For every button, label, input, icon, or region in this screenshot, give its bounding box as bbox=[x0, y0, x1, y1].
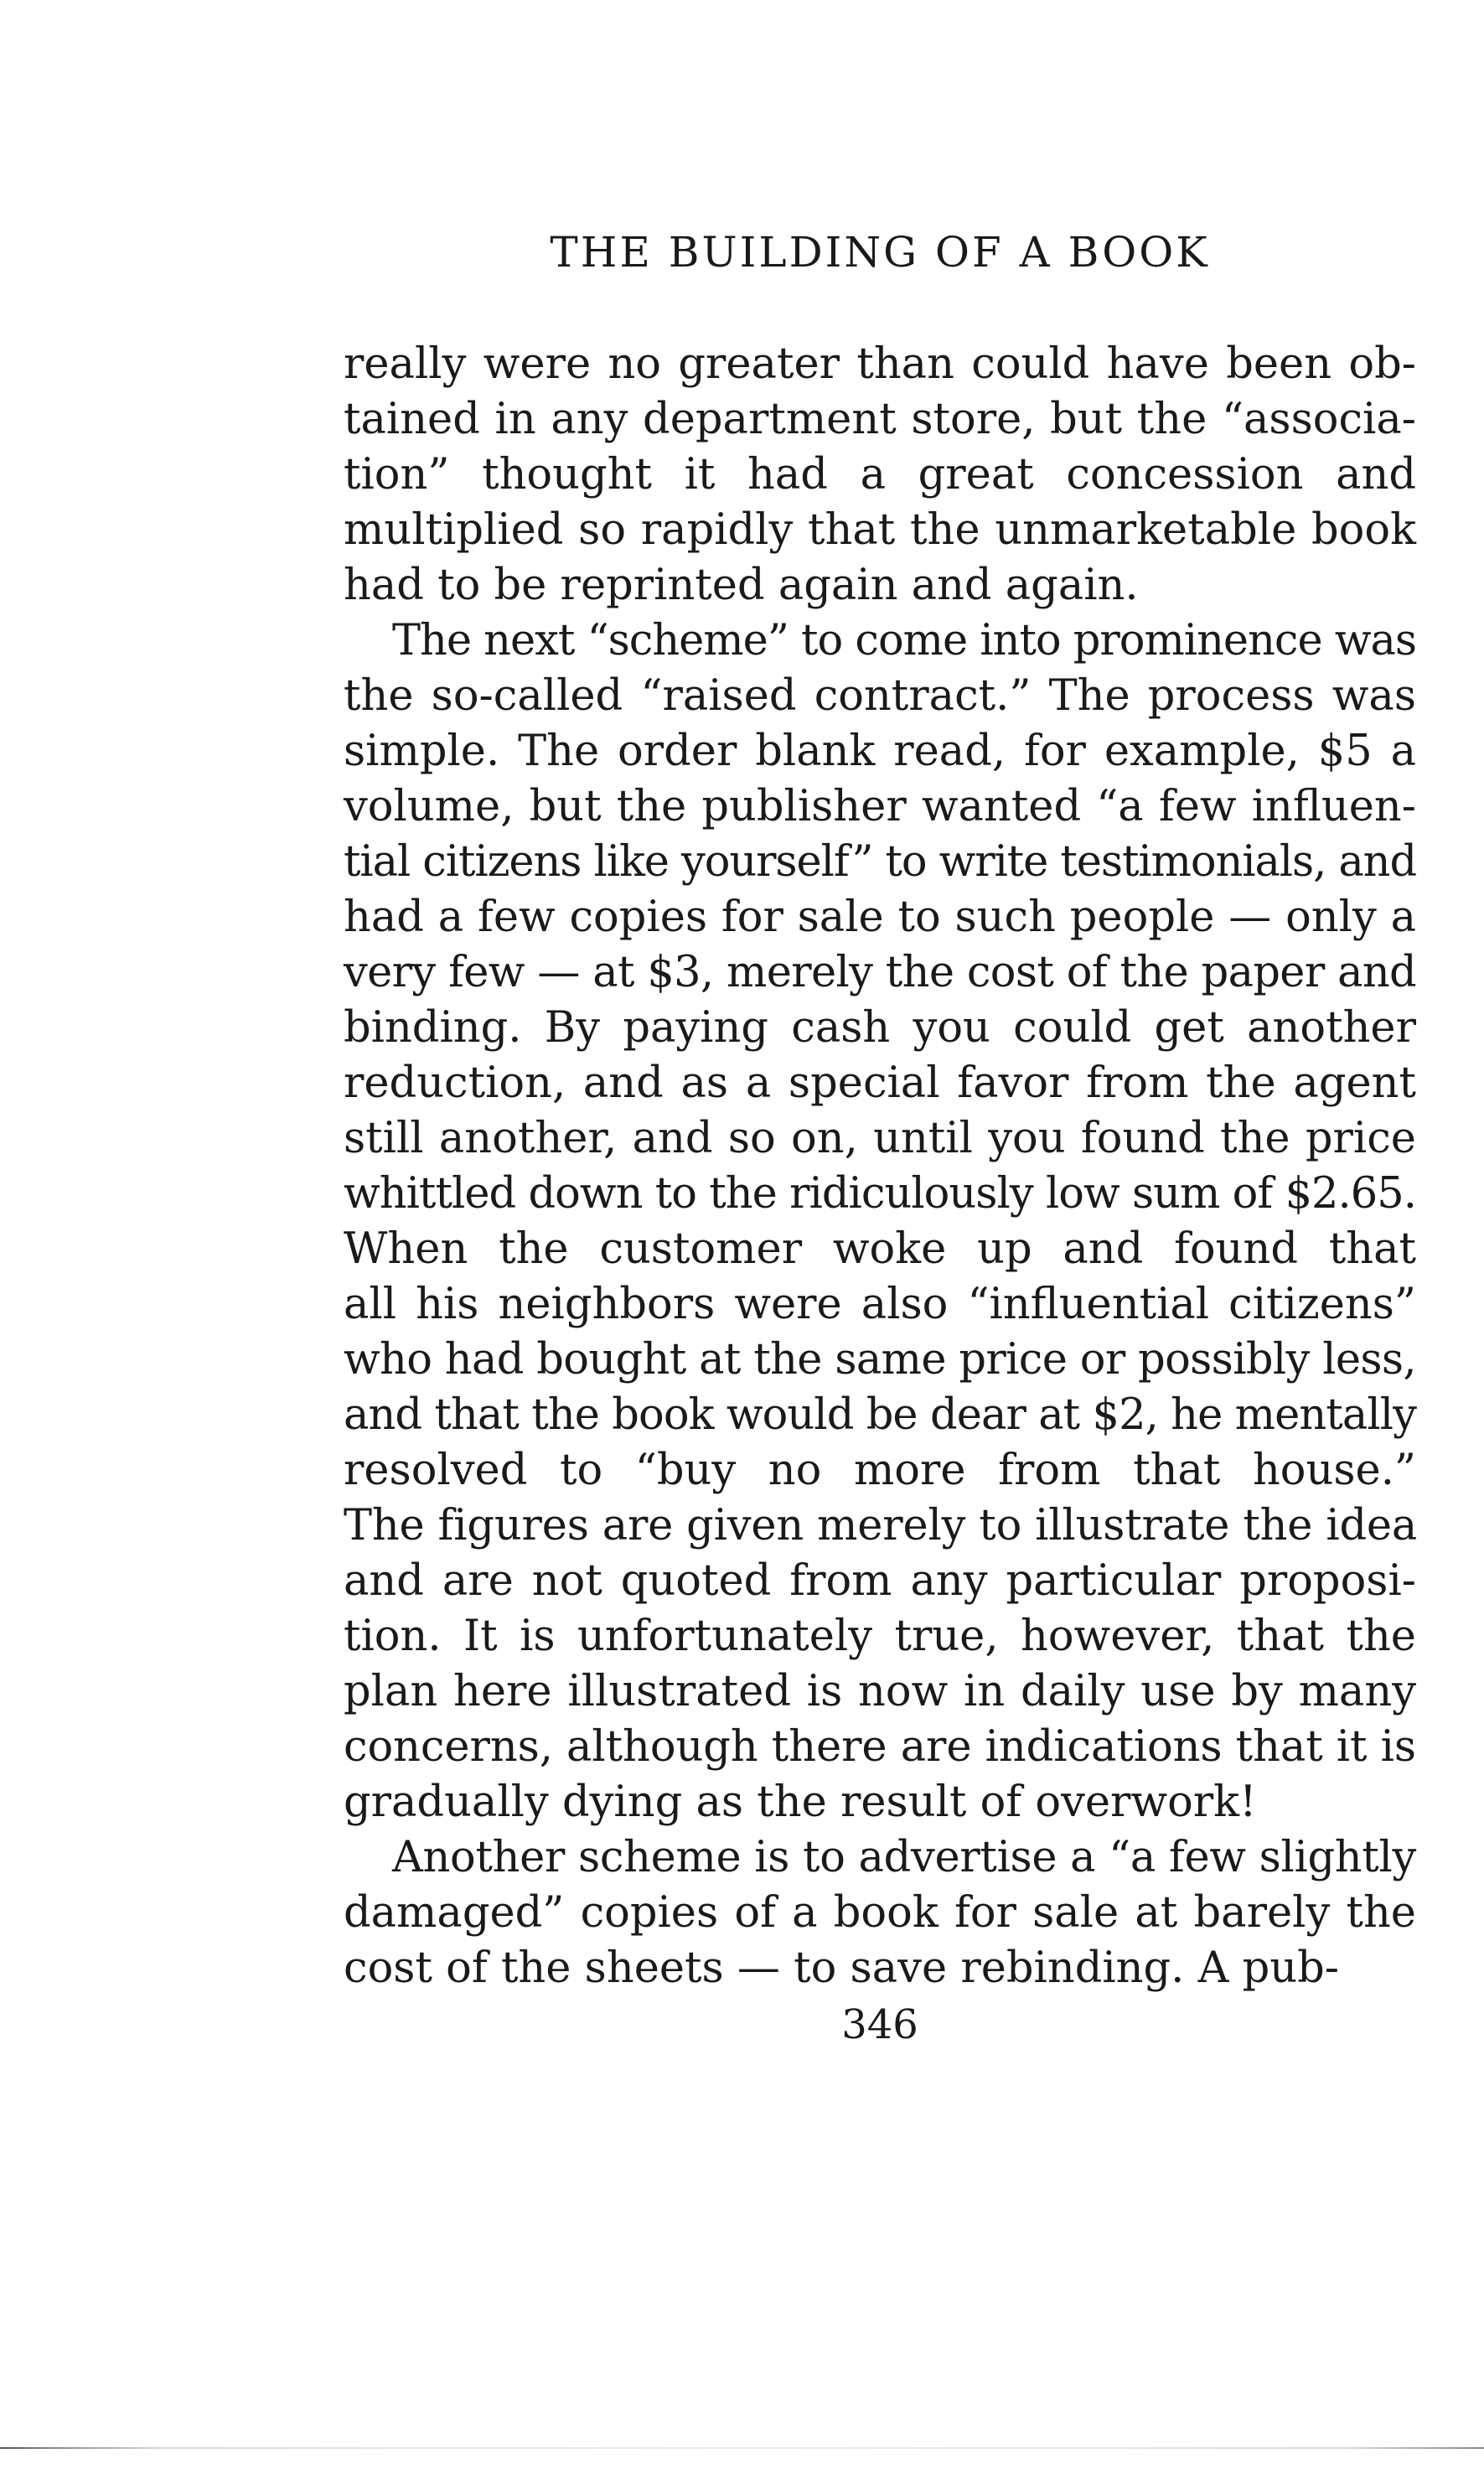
page-edge-shadow bbox=[0, 2447, 1484, 2449]
text-line: tion” thought it had a great concession and bbox=[344, 450, 1416, 499]
text-line: resolved to “buy no more from that house.” bbox=[344, 1446, 1416, 1495]
text-line: volume, but the publisher wanted “a few influen- bbox=[344, 782, 1416, 831]
text-line: very few — at $3, merely the cost of the paper and bbox=[344, 948, 1416, 997]
paragraph bbox=[344, 337, 1416, 613]
text-line: still another, and so on, until you found the price bbox=[344, 1114, 1416, 1163]
text-line: plan here illustrated is now in daily use by many bbox=[344, 1667, 1416, 1716]
text-line: tained in any department store, but the “associa- bbox=[344, 395, 1416, 444]
text-line: The figures are given merely to illustrate the idea bbox=[344, 1501, 1418, 1550]
text-line: damaged” copies of a book for sale at barely the bbox=[344, 1888, 1416, 1938]
text-line: simple. The order blank read, for example, $5 a bbox=[344, 727, 1416, 776]
text-line: gradually dying as the result of overwork! bbox=[344, 1778, 1257, 1827]
text-line: concerns, although there are indications that it is bbox=[344, 1722, 1416, 1772]
text-line: and are not quoted from any particular proposi- bbox=[344, 1556, 1416, 1606]
paragraph bbox=[344, 613, 1416, 1830]
text-line: whittled down to the ridiculously low sum of $2.65. bbox=[344, 1169, 1416, 1219]
text-line: binding. By paying cash you could get another bbox=[344, 1003, 1416, 1053]
text-line: tion. It is unfortunately true, however, that the bbox=[344, 1612, 1416, 1661]
text-line: and that the book would be dear at $2, he mentally bbox=[344, 1390, 1416, 1440]
text-line: When the customer woke up and found that bbox=[344, 1224, 1416, 1274]
text-line: all his neighbors were also “influential citizens” bbox=[344, 1280, 1416, 1329]
text-line: Another scheme is to advertise a “a few slightly bbox=[392, 1833, 1416, 1882]
page-number: 346 bbox=[841, 2001, 918, 2048]
running-head: THE BUILDING OF A BOOK bbox=[550, 228, 1210, 277]
paragraph bbox=[344, 1830, 1416, 1996]
text-line: had to be reprinted again and again. bbox=[344, 561, 1139, 610]
text-line: the so-called “raised contract.” The process was bbox=[344, 671, 1416, 721]
text-line: had a few copies for sale to such people — only a bbox=[344, 893, 1416, 942]
text-line: tial citizens like yourself” to write testimonials, and bbox=[344, 837, 1417, 887]
text-line: The next “scheme” to come into prominence was bbox=[392, 616, 1416, 665]
text-line: cost of the sheets — to save rebinding. A pub- bbox=[344, 1943, 1339, 1993]
text-line: multiplied so rapidly that the unmarketable book bbox=[344, 505, 1416, 555]
body-text bbox=[344, 337, 1416, 1996]
text-line: really were no greater than could have been ob- bbox=[344, 339, 1416, 389]
text-line: reduction, and as a special favor from the agent bbox=[344, 1058, 1416, 1108]
text-line: who had bought at the same price or possibly less, bbox=[344, 1335, 1416, 1385]
